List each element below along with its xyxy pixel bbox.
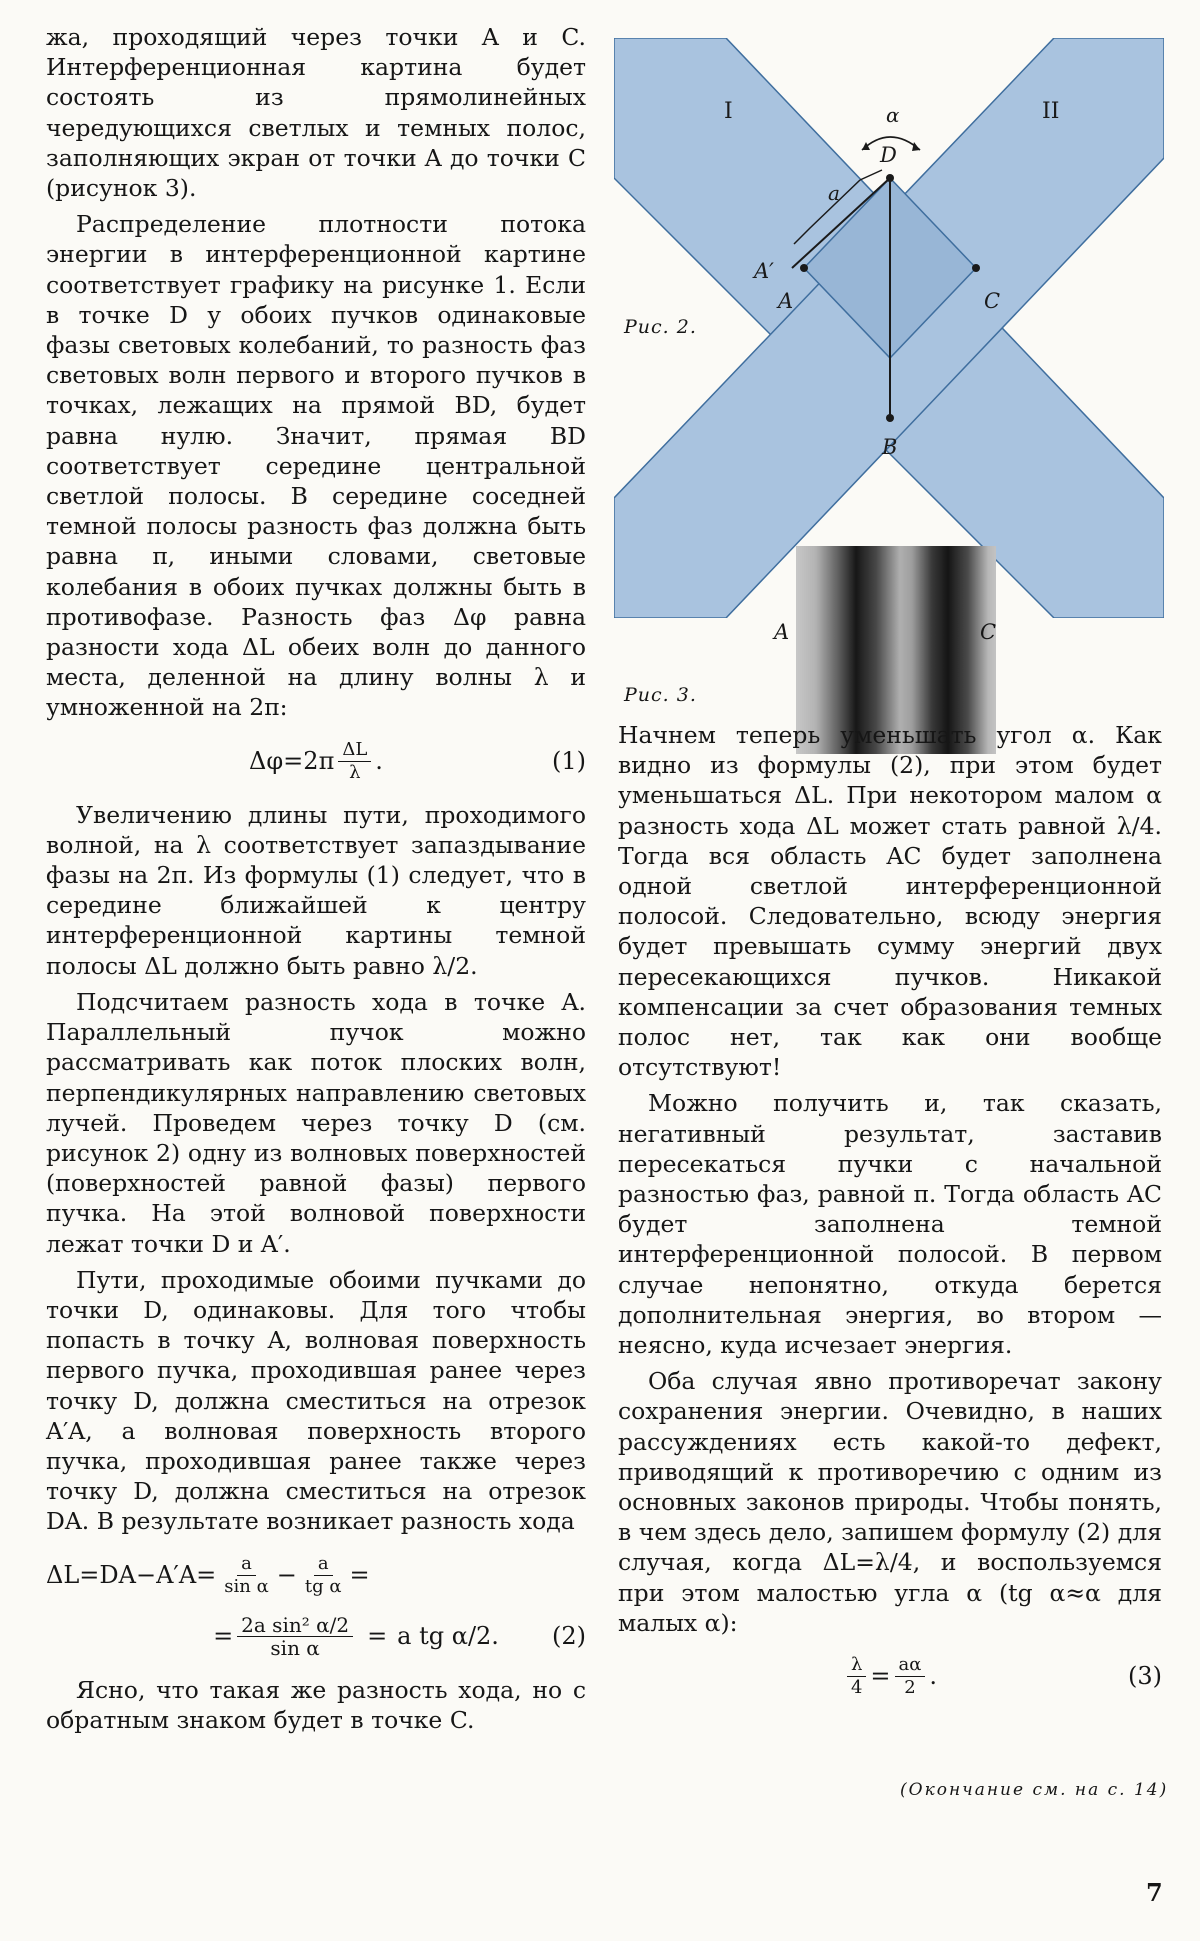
- figure-2-caption: Рис. 2.: [624, 316, 697, 338]
- fraction-numerator: 2a sin² α/2: [237, 1614, 353, 1637]
- fraction-denominator: sin α: [270, 1635, 320, 1660]
- fraction-numerator: a: [237, 1553, 256, 1576]
- left-column: [46, 22, 586, 1735]
- angle-label: α: [886, 103, 900, 127]
- formula-fraction: [220, 1553, 272, 1598]
- figure-3-left-label: A: [774, 620, 790, 644]
- formula-lhs: ΔL=DA−A′A=: [46, 1560, 217, 1589]
- formula-2a: [46, 1553, 586, 1598]
- formula-fraction: [301, 1553, 346, 1598]
- fraction-numerator: ΔL: [338, 739, 371, 762]
- fraction-denominator: λ: [349, 761, 361, 783]
- point-c-label: C: [984, 289, 1001, 313]
- page-number: 7: [1146, 1878, 1163, 1907]
- formula-equals: =: [870, 1662, 891, 1691]
- paragraph: Оба случая явно противоречат закону сохранения энергии. Очевидно, в наших рассуждениях есть какой-то дефект, приводящий к противоречию с одним из основных законов природы. Чтобы понять, в чем здесь дело, запишем формулу (2) для случая, когда ΔL=λ/4, и воспользуемся при этом малостью угла α (tg α≈α для малых α):: [618, 1367, 1162, 1637]
- fraction-numerator: λ: [847, 1654, 866, 1677]
- formula-number: (2): [552, 1621, 586, 1650]
- paragraph: Распределение плотности потока энергии в интерференционной картине соответствует графику на рисунке 1. Если в точке D у обоих пучков одинаковые фазы световых колебаний, то разность фаз световых волн первого и второго пучков в точках, лежащих на прямой BD, будет равна нулю. Значит, прямая BD соответствует середине центральной светлой полосы. В середине соседней темной полосы разность фаз должна быть равна π, иными словами, световые колебания в обоих пучках должны быть в противофазе. Разность фаз Δφ равна разности хода ΔL обеих волн до данного места, деленной на длину волны λ и умноженной на 2π:: [46, 210, 586, 722]
- continuation-note: (Окончание см. на с. 14): [900, 1780, 1169, 1800]
- formula-fraction: [847, 1654, 866, 1699]
- paragraph: жа, проходящий через точки A и C. Интерференционная картина будет состоять из прямолинейных чередующихся светлых и темных полос, заполняющих экран от точки A до точки C (рисунок 3).: [46, 23, 586, 203]
- formula-lhs: Δφ=2π: [249, 747, 335, 776]
- paragraph: Можно получить и, так сказать, негативный результат, заставив пересекаться пучки с начальной разностью фаз, равной π. Тогда область AC будет заполнена темной интерференционной полосой. В первом случае непонятно, откуда берется дополнительная энергия, во втором — неясно, куда исчезает энергия.: [618, 1089, 1162, 1360]
- formula-1: [46, 739, 586, 784]
- formula-equals: =: [367, 1621, 388, 1650]
- paragraph: Увеличению длины пути, проходимого волной, на λ соответствует запаздывание фазы на 2π. Из формулы (1) следует, что в середине ближайшей к центру интерференционной картины темной полосы ΔL должно быть равно λ/2.: [46, 800, 586, 980]
- formula-number: (3): [1128, 1662, 1162, 1691]
- paragraph: Ясно, что такая же разность хода, но с обратным знаком будет в точке C.: [46, 1675, 586, 1734]
- figure-3-caption: Рис. 3.: [624, 684, 697, 706]
- paragraph: Пути, проходимые обоими пучками до точки D, одинаковы. Для того чтобы попасть в точку A, волновая поверхность первого пучка, проходившая ранее через точку D, должна сместиться на отрезок A′A, а волновая поверхность второго пучка, проходившая ранее также через точку D, должна сместиться на отрезок DA. В результате возникает разность хода: [46, 1265, 586, 1536]
- paragraph: Начнем теперь уменьшать угол α. Как видно из формулы (2), при этом будет уменьшаться ΔL. При некотором малом α разность хода ΔL может стать равной λ/4. Тогда вся область AC будет заполнена одной светлой интерференционной полосой. Следовательно, всюду энергия будет превышать сумму энергий двух пересекающихся пучков. Никакой компенсации за счет образования темных полос нет, так как они вообще отсутствуют!: [618, 721, 1162, 1082]
- beam-one-label: I: [724, 99, 733, 124]
- fraction-denominator: 2: [904, 1677, 916, 1699]
- formula-tail: .: [929, 1662, 938, 1691]
- fraction-denominator: sin α: [224, 1575, 269, 1597]
- formula-fraction: [237, 1614, 353, 1659]
- formula-tail: .: [375, 747, 383, 776]
- formula-rhs: a tg α/2.: [397, 1621, 499, 1650]
- point-d-label: D: [880, 143, 897, 167]
- fraction-numerator: a: [314, 1553, 333, 1576]
- formula-minus: −: [276, 1560, 297, 1589]
- formula-2b: [46, 1614, 586, 1659]
- point-a-prime-label: A′: [754, 259, 774, 283]
- formula-3: [618, 1654, 1162, 1699]
- formula-fraction: [895, 1654, 926, 1699]
- fraction-denominator: 4: [850, 1677, 863, 1699]
- paragraph: Подсчитаем разность хода в точке A. Параллельный пучок можно рассматривать как поток плоских волн, перпендикулярных направлению световых лучей. Проведем через точку D (см. рисунок 2) одну из волновых поверхностей (поверхностей равной фазы) первого пучка. На этой волновой поверхности лежат точки D и A′.: [46, 987, 586, 1258]
- formula-fraction: [338, 739, 371, 784]
- point-b-label: B: [882, 435, 898, 459]
- segment-label: a: [828, 181, 840, 205]
- fraction-numerator: aα: [895, 1654, 926, 1677]
- figure-3-right-label: C: [980, 620, 997, 644]
- fraction-denominator: tg α: [304, 1575, 342, 1597]
- point-a-label: A: [778, 289, 794, 313]
- right-column: [618, 720, 1162, 1715]
- point-c-dot: [972, 264, 980, 272]
- point-a-dot: [800, 264, 808, 272]
- point-d-dot: [886, 174, 894, 182]
- point-b-dot: [886, 414, 894, 422]
- beam-two-label: II: [1042, 99, 1060, 124]
- formula-number: (1): [552, 747, 586, 776]
- formula-equals: =: [349, 1560, 370, 1589]
- formula-equals: =: [213, 1621, 234, 1650]
